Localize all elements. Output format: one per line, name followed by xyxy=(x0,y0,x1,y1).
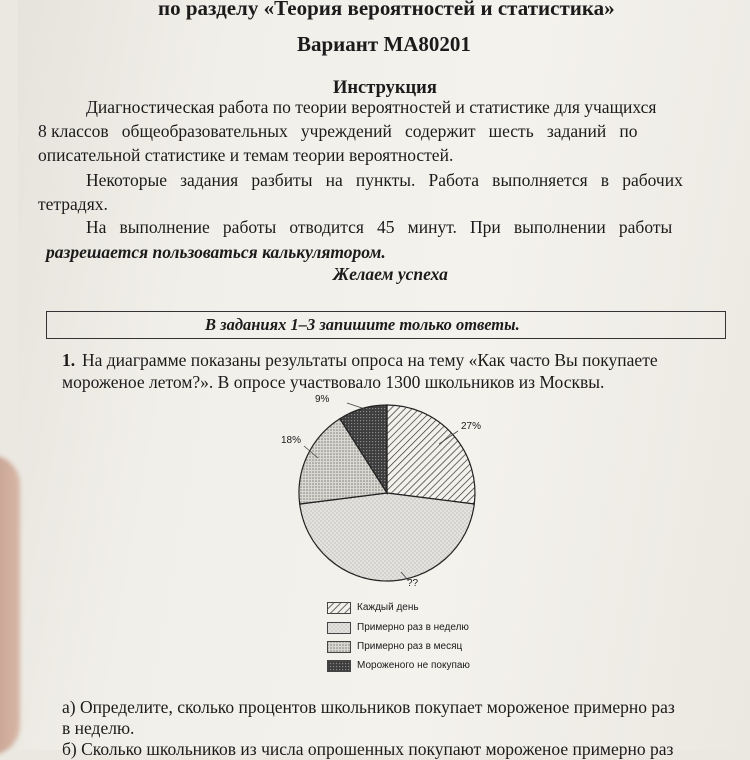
question-a-line1: а) Определите, сколько процентов школьников покупает мороженое примерно раз xyxy=(62,697,675,717)
instr-p1-l3: описательной статистике и темам теории вероятностей. xyxy=(38,145,454,165)
slice-label-daily: 27% xyxy=(461,421,482,432)
section-box-text: В заданиях 1–3 запишите только ответы. xyxy=(205,315,520,334)
instr-p3-l1: На выполнение работы отводится 45 минут. При выполнении работы xyxy=(86,217,673,237)
instr-p1-l2: 8 классов общеобразовательных учреждений содержит шесть заданий по xyxy=(38,121,638,141)
task-number: 1. xyxy=(62,350,76,370)
pie-slice-weekly xyxy=(300,493,475,581)
slice-label-weekly: ?? xyxy=(407,578,419,589)
legend-swatch-weekly xyxy=(327,622,351,634)
instr-p2-l1: Некоторые задания разбиты на пункты. Работа выполняется в рабочих xyxy=(86,170,683,190)
legend-label-monthly: Примерно раз в месяц xyxy=(357,641,463,652)
task1-line1: На диаграмме показаны результаты опроса на тему «Как часто Вы покупаете xyxy=(82,350,658,370)
wish-text: Желаем успеха xyxy=(333,264,448,284)
instr-p1-l1: Диагностическая работа по теории вероятностей и статистике для учащихся xyxy=(86,97,657,117)
instructions-title: Инструкция xyxy=(333,78,437,98)
doc-subtitle: по разделу «Теория вероятностей и статистика» xyxy=(158,0,615,20)
question-b-line1: б) Сколько школьников из числа опрошенных покупают мороженое примерно раз xyxy=(62,739,674,759)
task1-line2: мороженое летом?». В опросе участвовало 1300 школьников из Москвы. xyxy=(62,372,605,392)
instr-p3-l2: разрешается пользоваться калькулятором. xyxy=(46,242,386,262)
slice-label-never: 9% xyxy=(315,394,330,405)
slice-label-monthly: 18% xyxy=(281,435,302,446)
legend-label-never: Мороженого не покупаю xyxy=(357,660,470,671)
legend-label-weekly: Примерно раз в неделю xyxy=(357,622,469,633)
legend-swatch-never xyxy=(327,660,351,672)
variant-title: Вариант МА80201 xyxy=(297,32,471,56)
question-a-line2: в неделю. xyxy=(62,718,135,738)
legend-label-daily: Каждый день xyxy=(357,602,419,613)
instr-p2-l2: тетрадях. xyxy=(38,194,108,214)
legend-swatch-daily xyxy=(327,602,351,614)
legend-swatch-monthly xyxy=(327,641,351,653)
pie-slice-daily xyxy=(387,405,475,504)
